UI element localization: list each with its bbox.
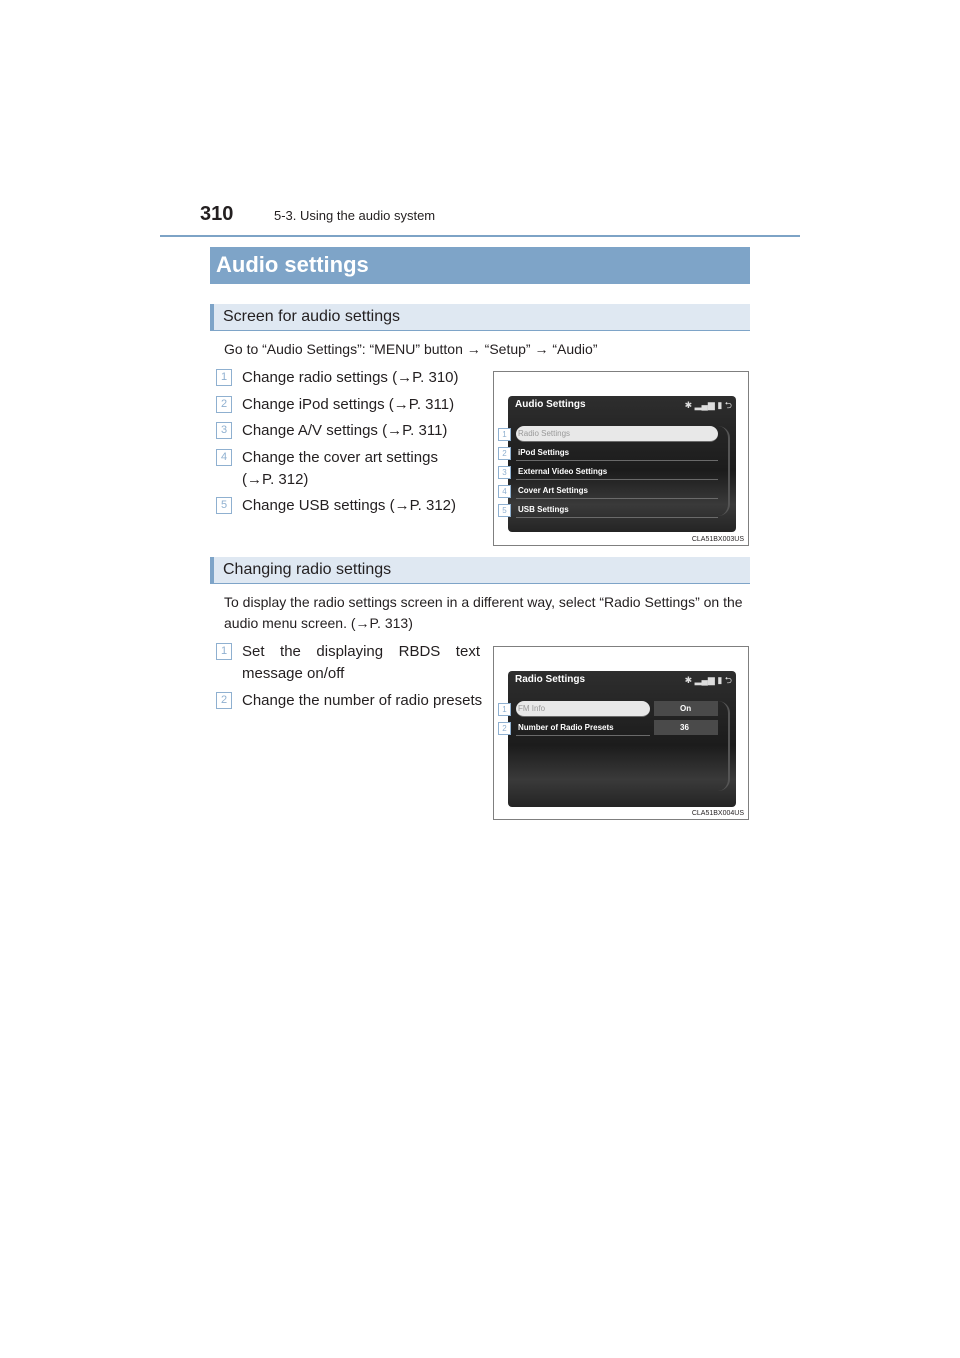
list-item bbox=[216, 394, 454, 416]
section-heading-text: Changing radio settings bbox=[223, 561, 392, 578]
menu-row-radio-settings[interactable]: Radio Settings bbox=[516, 426, 718, 442]
fm-info-value: On bbox=[654, 701, 718, 716]
section-heading-audio-screen bbox=[210, 304, 750, 331]
callout-5: 5 bbox=[498, 504, 511, 517]
list-item bbox=[216, 420, 447, 442]
list-item bbox=[216, 447, 442, 491]
section1-intro: Go to “Audio Settings”: “MENU” button → “Setup” → “Audio” bbox=[224, 341, 598, 357]
menu-row-ipod-settings[interactable]: iPod Settings bbox=[516, 445, 718, 461]
item-number: 5 bbox=[216, 497, 232, 514]
list-item bbox=[216, 690, 482, 712]
display-screen bbox=[508, 671, 736, 807]
section-reference: 5-3. Using the audio system bbox=[274, 208, 436, 223]
screen-title: Audio Settings bbox=[515, 399, 586, 410]
scroll-indicator bbox=[718, 426, 730, 516]
callout-3: 3 bbox=[498, 466, 511, 479]
item-text: Change A/V settings (→P. 311) bbox=[242, 422, 448, 439]
item-number: 4 bbox=[216, 449, 232, 466]
image-code: CLA51BX003US bbox=[691, 536, 744, 543]
item-number: 1 bbox=[216, 369, 232, 386]
menu-row-usb-settings[interactable]: USB Settings bbox=[516, 502, 718, 518]
item-text: Change the cover art settings (→P. 312) bbox=[242, 449, 438, 488]
section2-intro: To display the radio settings screen in a different way, select “Radio Settings” on the audio menu screen. (→P. 313) bbox=[224, 594, 743, 631]
callout-2: 2 bbox=[498, 447, 511, 460]
page-header bbox=[160, 203, 800, 237]
callout-2: 2 bbox=[498, 722, 511, 735]
menu-row-fm-info[interactable]: FM Info bbox=[516, 701, 650, 717]
list-item bbox=[216, 367, 459, 389]
menu-row-radio-presets[interactable]: Number of Radio Presets bbox=[516, 720, 650, 736]
title-bar bbox=[210, 247, 750, 284]
list-item bbox=[216, 495, 456, 517]
item-text: Change iPod settings (→P. 311) bbox=[242, 396, 455, 413]
callout-1: 1 bbox=[498, 703, 511, 716]
screen-title: Radio Settings bbox=[515, 674, 586, 685]
item-text: Set the displaying RBDS text message on/off bbox=[242, 643, 480, 682]
item-number: 2 bbox=[216, 692, 232, 709]
audio-settings-screenshot bbox=[493, 371, 749, 546]
callout-4: 4 bbox=[498, 485, 511, 498]
item-number: 3 bbox=[216, 422, 232, 439]
item-text: Change the number of radio presets bbox=[242, 692, 483, 709]
menu-row-external-video[interactable]: External Video Settings bbox=[516, 464, 718, 480]
page-number: 310 bbox=[200, 203, 234, 225]
list-item bbox=[216, 641, 480, 685]
menu-row-cover-art[interactable]: Cover Art Settings bbox=[516, 483, 718, 499]
section-heading-text: Screen for audio settings bbox=[223, 308, 400, 325]
display-screen bbox=[508, 396, 736, 532]
image-code: CLA51BX004US bbox=[691, 810, 744, 817]
page-title: Audio settings bbox=[216, 252, 369, 277]
item-number: 1 bbox=[216, 643, 232, 660]
status-icons: ✱ ▂▄▆ ▮ ⮌ bbox=[684, 675, 732, 685]
status-icons: ✱ ▂▄▆ ▮ ⮌ bbox=[684, 400, 732, 410]
item-text: Change radio settings (→P. 310) bbox=[242, 369, 459, 386]
item-text: Change USB settings (→P. 312) bbox=[242, 497, 457, 514]
section-heading-radio-settings bbox=[210, 557, 750, 584]
radio-settings-screenshot bbox=[493, 646, 749, 820]
radio-presets-value: 36 bbox=[654, 720, 718, 735]
callout-1: 1 bbox=[498, 428, 511, 441]
item-number: 2 bbox=[216, 396, 232, 413]
scroll-indicator bbox=[718, 701, 730, 791]
